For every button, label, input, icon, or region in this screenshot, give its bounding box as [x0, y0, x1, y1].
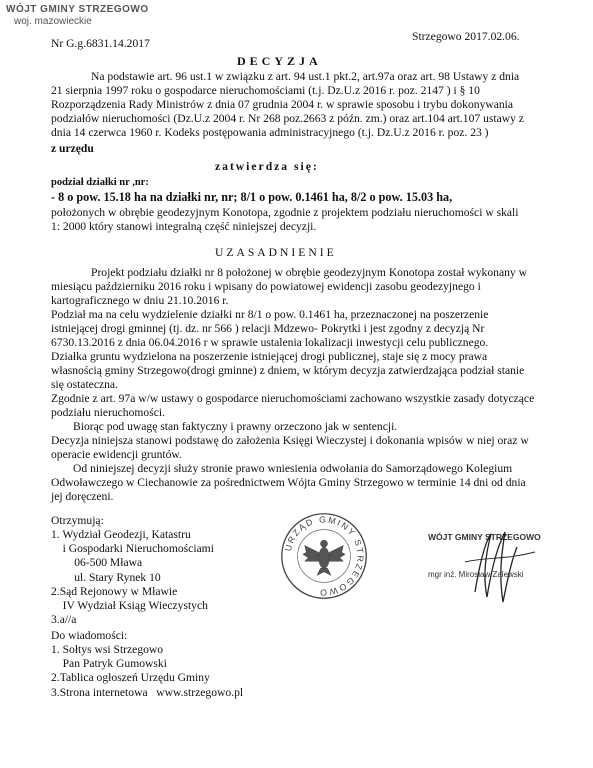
justification-line: Działka gruntu wydzielona na poszerzenie istniejącej drogi publicznej, staje się z mocy prawa: [51, 350, 488, 363]
office-stamp-line1: WÓJT GMINY STRZEGOWO: [6, 4, 149, 15]
decision-title: DECYZJA: [237, 54, 322, 68]
division-line: - 8 o pow. 15.18 ha na działki nr, nr; 8/1 o pow. 0.1461 ha, 8/2 o pow. 15.03 ha,: [51, 190, 453, 204]
division-label: podział działki nr ,nr:: [51, 177, 149, 188]
justification-line: kartograficznego w dniu 21.10.2016 r.: [51, 294, 229, 307]
justification-line: 6730.13.2016 z dnia 06.04.2016 r w sprawie ustalenia lokalizacji inwestycji celu publicznego.: [51, 336, 489, 349]
recipient-line: IV Wydział Ksiąg Wieczystych: [51, 599, 208, 613]
justification-line: Biorąc pod uwagę stan faktyczny i prawny orzeczono jak w sentencji.: [73, 420, 398, 433]
justification-line: podziału nieruchomości.: [51, 406, 165, 419]
info-title: Do wiadomości:: [51, 629, 128, 642]
justification-line: jej doręczeni.: [51, 490, 114, 503]
recipients-title: Otrzymują:: [51, 514, 104, 527]
recipient-line: 2.Sąd Rejonowy w Mławie: [51, 584, 178, 598]
justification-line: Zgodnie z art. 97a w/w ustawy o gospodarce nieruchomościami zachowano wszystkie zasady dotyczące: [51, 392, 535, 405]
place-date: Strzegowo 2017.02.06.: [412, 30, 520, 43]
signature-stamp-name: mgr inż. Mirosław Zalewski: [428, 570, 524, 579]
legal-basis-line: podziałów nieruchomości (Dz.U.z 2004 r. Nr 268 poz.2663 z późn. zm.) oraz art.104 art.107 ustawy z: [51, 112, 524, 125]
office-seal: [280, 512, 368, 600]
office-stamp: [6, 4, 149, 28]
legal-basis: [51, 70, 551, 140]
legal-basis-line: Na podstawie art. 96 ust.1 w związku z art. 94 ust.1 pkt.2, art.97a oraz art. 98 Ustawy z dnia: [91, 70, 520, 83]
division-location-line: położonych w obrębie geodezyjnym Konotopa, zgodnie z projektem podziału nieruchomości w skali: [51, 206, 519, 219]
approval-heading: zatwierdza się:: [215, 160, 319, 173]
seal-text: URZĄD GMINY STRZEGOWO: [282, 514, 366, 598]
justification-line: Podział ma na celu wydzielenie działki nr 8/1 o pow. 0.1461 ha, przeznaczonej na poszerzenie: [51, 308, 489, 321]
justification-line: własnością gminy Strzegowo(drogi gminne) z dniem, w którym decyzja zatwierdzająca podział stanie: [51, 364, 525, 377]
justification-line: istniejącej drogi gminnej (tj. dz. nr 566 ) relacji Mdzewo- Pokrytki i jest zgodny z decyzją Nr: [51, 322, 485, 335]
handwritten-signature-icon: [425, 522, 555, 612]
justification-body: [51, 266, 551, 504]
recipient-line: i Gospodarki Nieruchomościami: [51, 542, 214, 556]
division-location: [51, 206, 551, 234]
recipients-list: [51, 528, 214, 627]
office-stamp-line2: woj. mazowieckie: [14, 16, 92, 27]
legal-basis-line: 21 sierpnia 1997 roku o gospodarce nieruchomościami (t.j. Dz.U.z 2016 r. poz. 2147 ) i § 10: [51, 84, 480, 97]
justification-line: Od niniejszej decyzji służy stronie prawo wniesienia odwołania do Samorządowego Kolegium: [73, 462, 513, 475]
info-line: 3.Strona internetowa www.strzegowo.pl: [51, 685, 244, 699]
reference-number: Nr G.g.6831.14.2017: [51, 37, 150, 50]
division-location-line: 1: 2000 który stanowi integralną część niniejszej decyzji.: [51, 220, 317, 233]
justification-line: Projekt podziału działki nr 8 położonej w obrębie geodezyjnym Konotopa został wykonany w: [91, 266, 527, 279]
info-list: [51, 643, 243, 700]
legal-basis-line: dnia 14 czerwca 1960 r. Kodeks postępowania administracyjnego (t.j. Dz.U.z 2016 r. poz. 23 ): [51, 126, 489, 139]
justification-line: się ostateczna.: [51, 378, 118, 391]
recipient-line: 06-500 Mława: [51, 556, 143, 570]
signature-stamp-title: WÓJT GMINY STRZEGOWO: [428, 532, 541, 542]
info-line: 1. Sołtys wsi Strzegowo: [51, 643, 164, 656]
recipient-line: ul. Stary Rynek 10: [51, 570, 161, 584]
justification-line: operacie ewidencji gruntów.: [51, 448, 182, 461]
recipient-line: 3.a//a: [51, 613, 77, 627]
info-line: 2.Tablica ogłoszeń Urzędu Gminy: [51, 671, 210, 685]
justification-line: Decyzja niniejsza stanowi podstawę do założenia Księgi Wieczystej i dokonania wpisów w niej oraz w: [51, 434, 529, 447]
ex-officio: z urzędu: [51, 142, 94, 155]
justification-title: UZASADNIENIE: [215, 246, 337, 259]
eagle-emblem-icon: [303, 540, 345, 575]
justification-line: Odwoławczego w Ciechanowie za pośrednictwem Wójta Gminy Strzegowo w terminie 14 dni od dnia: [51, 476, 526, 489]
info-line: Pan Patryk Gumowski: [51, 657, 167, 671]
legal-basis-line: Rozporządzenia Rady Ministrów z dnia 07 grudnia 2004 r. w sprawie sposobu i trybu dokonywania: [51, 98, 514, 111]
recipient-line: 1. Wydział Geodezji, Katastru: [51, 528, 191, 541]
justification-line: miesiącu październiku 2016 roku i wpisany do powiatowej ewidencji zasobu geodezyjnego i: [51, 280, 481, 293]
